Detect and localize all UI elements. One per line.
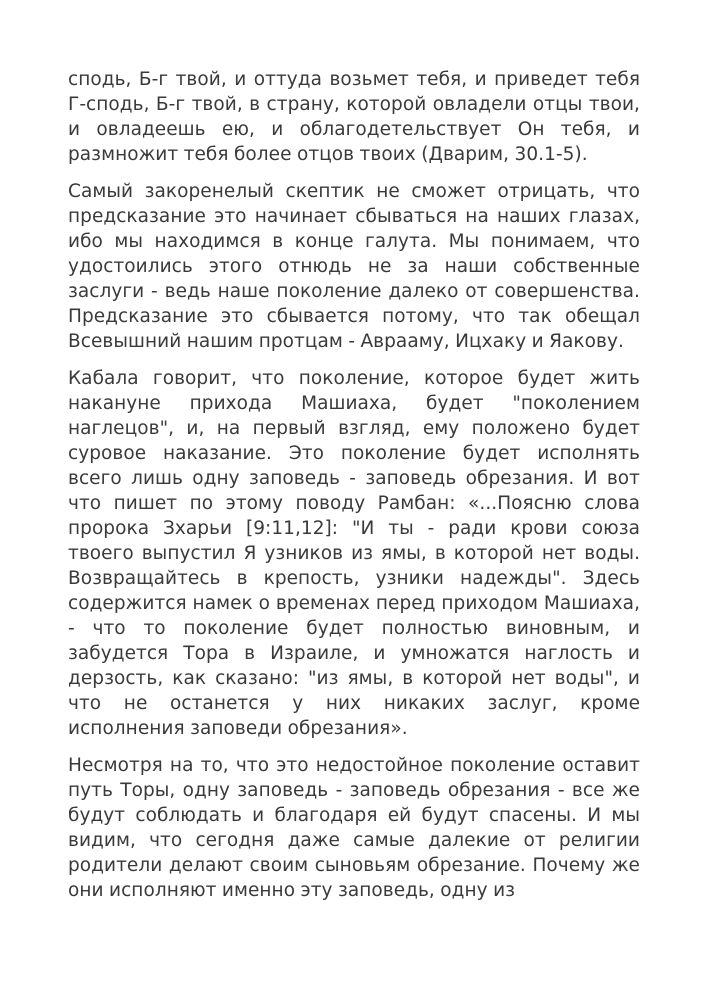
paragraph-4: Несмотря на то, что это недостойное поколение оставит путь Торы, одну заповедь - заповедь обрезания - все же будут соблюдать и благодаря ей будут спасены. И мы видим, что сегодня даже самые далекие от религии родители делают своим сыновьям обрезание. Почему же они исполняют именно эту заповедь, одну из	[68, 755, 640, 901]
paragraph-3: Кабала говорит, что поколение, которое будет жить накануне прихода Машиаха, будет "поколением наглецов", и, на первый взгляд, ему положено будет суровое наказание. Это поколение будет исполнять всего лишь одну заповедь - заповедь обрезания. И вот что пишет по этому поводу Рамбан: «...Поясню слова пророка Зхарьи [9:11,12]: "И ты - ради крови союза твоего выпустил Я узников из ямы, в которой нет воды. Возвращайтесь в крепость, узники надежды". Здесь содержится намек о временах перед приходом Машиаха, - что то поколение будет полностью виновным, и забудется Тора в Израиле, и умножатся наглость и дерзость, как сказано: "из ямы, в которой нет воды", и что не останется у них никаких заслуг, кроме исполнения заповеди обрезания».	[68, 368, 640, 739]
paragraph-1: сподь, Б-г твой, и оттуда возьмет тебя, и приведет тебя Г-сподь, Б-г твой, в страну, которой овладели отцы твои, и овладеешь ею, и облагодетельствует Он тебя, и размножит тебя более отцов твоих (Дварим, 30.1-5).	[68, 69, 640, 165]
document-body	[68, 67, 640, 915]
paragraph-2: Самый закоренелый скептик не сможет отрицать, что предсказание это начинает сбываться на наших глазах, ибо мы находимся в конце галута. Мы понимаем, что удостоились этого отнюдь не за наши собственные заслуги - ведь наше поколение далеко от совершенства. Предсказание это сбывается потому, что так обещал Всевышний нашим протцам - Аврааму, Ицхаку и Яакову.	[68, 181, 640, 352]
